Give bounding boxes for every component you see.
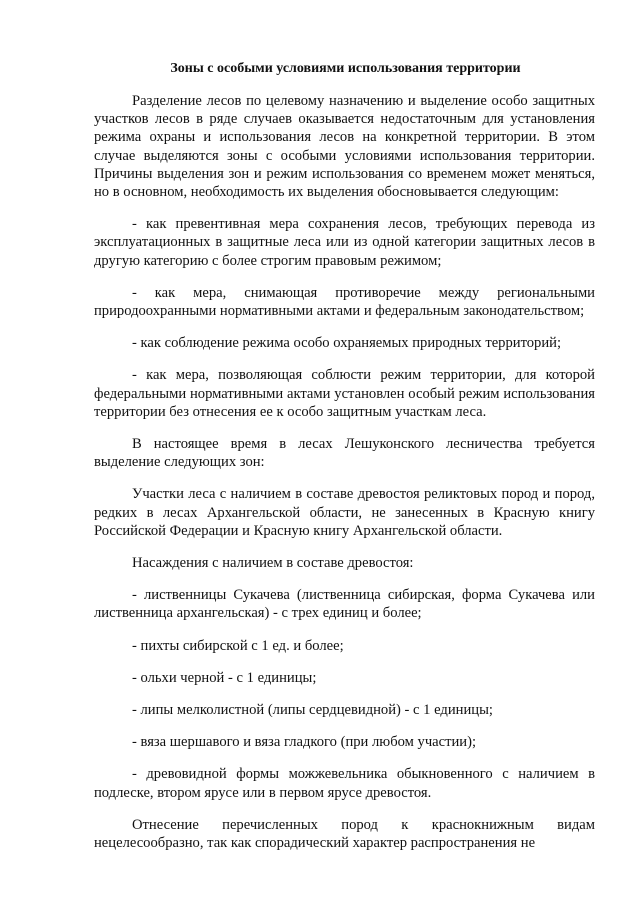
paragraph-reason-federal-regime: - как мера, позволяющая соблюсти режим территории, для которой федеральными нормативными актами установлен особый режим использования территории без отнесения ее к особо защитным участкам леса.: [94, 367, 595, 420]
paragraph-reason-contradiction: - как мера, снимающая противоречие между региональными природоохранными нормативными актами и федеральным законодательством;: [94, 284, 595, 320]
section-title: Зоны с особыми условиями использования территории: [170, 61, 521, 76]
list-item-linden: - липы мелколистной (липы сердцевидной) - с 1 единицы;: [132, 702, 493, 719]
list-item-fir: - пихты сибирской с 1 ед. и более;: [132, 637, 344, 654]
list-item-alder: - ольхи черной - с 1 единицы;: [132, 669, 317, 686]
list-item-elm: - вяза шершавого и вяза гладкого (при любом участии);: [132, 734, 477, 751]
paragraph-red-book-note: Отнесение перечисленных пород к краснокнижным видам нецелесообразно, так как спорадический характер распространения не: [94, 816, 595, 852]
paragraph-reason-preventive: - как превентивная мера сохранения лесов, требующих перевода из эксплуатационных в защитные леса или из одной категории защитных лесов в другую категорию с более строгим правовым режимом;: [94, 216, 595, 269]
paragraph-relict-species: Участки леса с наличием в составе древостоя реликтовых пород и пород, редких в лесах Архангельской области, не занесенных в Красную книгу Российской Федерации и Красную книгу Архангельской области.: [94, 486, 595, 539]
list-item-juniper: - древовидной формы можжевельника обыкновенного с наличием в подлеске, втором ярусе или в первом ярусе древостоя.: [94, 766, 595, 801]
paragraph-stands-composition: Насаждения с наличием в составе древостоя:: [132, 555, 414, 572]
paragraph-current-zones: В настоящее время в лесах Лешуконского лесничества требуется выделение следующих зон:: [94, 436, 595, 471]
list-item-larch: - лиственницы Сукачева (лиственница сибирская, форма Сукачева или лиственница архангельская) - с трех единиц и более;: [94, 587, 595, 622]
paragraph-intro: Разделение лесов по целевому назначению и выделение особо защитных участков лесов в ряде случаев оказывается недостаточным для установления режима охраны и использования лесов на конкретной территории. В этом случае выделяются зоны с особыми условиями использования территории. Причины выделения зон и режим использования со временем может меняться, но в основном, необходимость их выделения обосновывается следующим:: [94, 93, 595, 201]
paragraph-reason-protected-areas: - как соблюдение режима особо охраняемых природных территорий;: [132, 335, 562, 352]
